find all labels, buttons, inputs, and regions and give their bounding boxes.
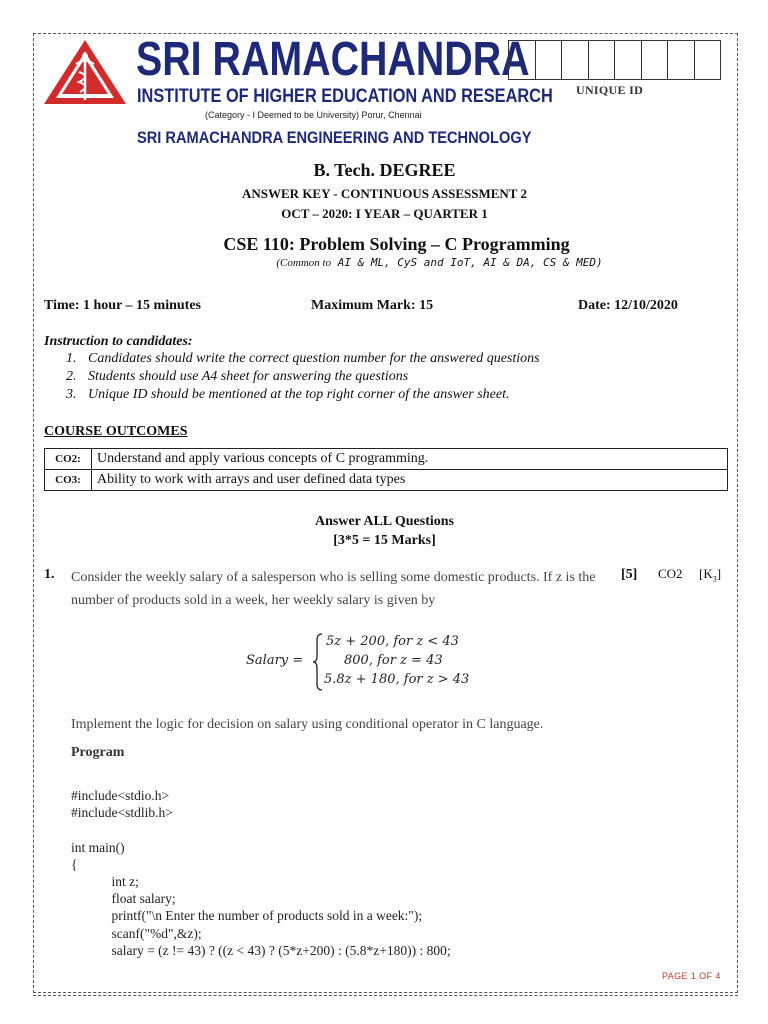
exam-title: ANSWER KEY - CONTINUOUS ASSESSMENT 2 (242, 186, 527, 201)
exam-max-mark: Maximum Mark: 15 (311, 298, 434, 313)
brand-name: SRI RAMACHANDRA (136, 33, 530, 86)
program-code: #include<stdio.h> #include<stdlib.h> int main() { int z; float salary; printf("\n Enter the number of products sold in a week:"); scanf("%d",&z); salary = (z != 43) ? ((z < 43) ? (5*z+200) : (5.8*z+180)) : 800; (71, 788, 451, 958)
instruction-item: 3. Unique ID should be mentioned at the top right corner of the answer sheet. (66, 387, 510, 402)
co-code: CO3: (45, 470, 92, 491)
caduceus-triangle-logo (42, 38, 128, 106)
common-to-line (88, 256, 768, 269)
unique-id-box (562, 41, 589, 79)
instructions-heading: Instruction to candidates: (44, 334, 193, 349)
institute-category: (Category - I Deemed to be University) Porur, Chennai (205, 110, 422, 120)
course-outcomes-heading: COURSE OUTCOMES (44, 424, 188, 439)
table-row (45, 449, 728, 470)
unique-id-box (642, 41, 669, 79)
common-to-programs: AI & ML, CyS and IoT, AI & DA, CS & MED) (337, 256, 603, 269)
formula-case: 800, for z = 43 (344, 653, 443, 668)
implementation-instruction: Implement the logic for decision on salary using conditional operator in C language. (71, 717, 544, 732)
co-text: Ability to work with arrays and user defined data types (92, 470, 728, 491)
question-marks: [5] (621, 567, 638, 582)
salary-formula (246, 632, 486, 692)
course-title: CSE 110: Problem Solving – C Programming (223, 234, 570, 254)
page-number: PAGE 1 OF 4 (662, 971, 721, 981)
instructions-list (66, 350, 540, 404)
unique-id-box (695, 41, 721, 79)
unique-id-box (668, 41, 695, 79)
table-row (45, 470, 728, 491)
program-label: Program (71, 745, 125, 760)
formula-lhs: Salary = (246, 653, 304, 668)
question-co: CO2 (658, 566, 683, 581)
formula-case: 5z + 200, for z < 43 (326, 634, 459, 649)
exam-session: OCT – 2020: I YEAR – QUARTER 1 (281, 206, 488, 221)
unique-id-box (615, 41, 642, 79)
unique-id-label: UNIQUE ID (576, 83, 644, 97)
exam-time: Time: 1 hour – 15 minutes (44, 298, 201, 313)
instruction-item: 2. Students should use A4 sheet for answering the questions (66, 369, 409, 384)
answer-all-heading: Answer ALL Questions (315, 514, 454, 529)
question-text: Consider the weekly salary of a salesperson who is selling some domestic products. If z is the number of products sold in a week, her weekly salary is given by (71, 570, 596, 608)
school-name: SRI RAMACHANDRA ENGINEERING AND TECHNOLOGY (137, 128, 532, 147)
co-text: Understand and apply various concepts of C programming. (92, 449, 728, 470)
instruction-item: 1. Candidates should write the correct question number for the answered questions (66, 351, 540, 366)
degree-title: B. Tech. DEGREE (313, 160, 456, 180)
question-k-level: $[K_3]$ (699, 566, 722, 584)
course-outcomes-table (44, 448, 728, 491)
institute-name: INSTITUTE OF HIGHER EDUCATION AND RESEARCH (137, 86, 553, 107)
answer-all-marks: [3*5 = 15 Marks] (333, 533, 436, 548)
common-to-prefix: (Common to (276, 257, 332, 269)
formula-case: 5.8z + 180, for z > 43 (324, 672, 470, 687)
left-brace-icon (312, 632, 324, 692)
exam-date: Date: 12/10/2020 (578, 298, 678, 313)
unique-id-box (509, 41, 536, 79)
question-number: 1. (44, 567, 55, 582)
unique-id-box (536, 41, 563, 79)
co-code: CO2: (45, 449, 92, 470)
unique-id-boxes (508, 40, 721, 80)
unique-id-box (589, 41, 616, 79)
